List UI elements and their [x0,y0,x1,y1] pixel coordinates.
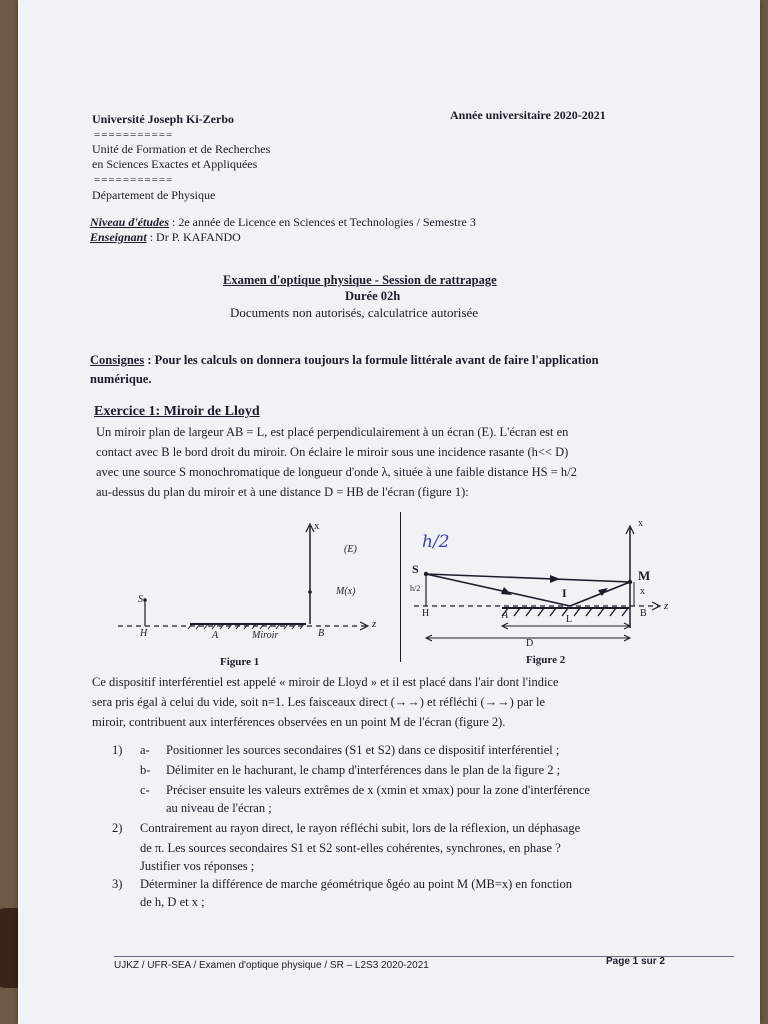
question-1c-cont [112,798,272,818]
fig1-label-a: A [212,630,219,641]
figure-1-drawing [110,518,382,678]
exam-page [18,0,760,1024]
instructions-line2: numérique. [90,372,152,386]
question-text: Déterminer la différence de marche géométrique δgéo au point M (MB=x) en fonction [140,877,572,891]
reflected-ray [570,582,630,606]
fig1-label-screen: (E) [344,544,357,555]
exam-title: Examen d'optique physique - Session de rattrapage [223,273,497,287]
exam-rules: Documents non autorisés, calculatrice autorisée [230,305,478,320]
after-line-3: miroir, contribuent aux interférences observées en un point M de l'écran (figure 2). [92,715,506,729]
question-text: Préciser ensuite les valeurs extrêmes de x (xmin et xmax) pour la zone d'interférence [166,783,590,797]
intro-line-3: avec une source S monochromatique de longueur d'onde λ, située à une faible distance HS = h/2 [96,465,577,479]
source-point [143,598,147,602]
separator-1: =========== [94,129,174,141]
direct-ray-arrow [550,575,560,583]
exam-duration: Durée 02h [345,289,401,303]
fig2-label-a: A [502,610,509,621]
instructions-line1 [90,353,599,368]
department: Département de Physique [92,188,216,202]
question-number: 2) [112,821,123,835]
fig2-label-d: D [526,638,534,649]
fig2-label-hs: h/2 [410,584,421,593]
question-text: de h, D et x ; [140,895,205,909]
fig1-label-b: B [318,628,325,639]
question-number: 1) [112,743,123,757]
fig2-label-i: I [562,586,567,600]
instructions-text: : Pour les calculs on donnera toujours la formule littérale avant de faire l'application [144,353,599,367]
question-text: Positionner les sources secondaires (S1 et S2) dans ce dispositif interférentiel ; [166,743,560,757]
question-number: 3) [112,877,123,891]
after-line-1: Ce dispositif interférentiel est appelé « miroir de Lloyd » et il est placé dans l'air dont l'indice [92,675,559,689]
teacher-line [90,230,241,245]
level-value: : 2e année de Licence en Sciences et Technologies / Semestre 3 [169,215,476,229]
question-1b [112,760,560,780]
question-sub: c- [140,783,150,797]
level-line [90,215,476,230]
fig2-label-m: M [638,568,651,583]
question-2-cont2 [112,856,254,876]
question-1a [112,740,559,760]
figure-1 [110,518,382,678]
instructions-label: Consignes [90,353,145,367]
footer-left: UJKZ / UFR-SEA / Examen d'optique physique / SR – L2S3 2020-2021 [114,960,429,971]
fig2-label-h: H [422,608,430,619]
source-point [424,572,428,576]
question-sub: b- [140,763,151,777]
ufr-line1: Unité de Formation et de Recherches [92,142,271,156]
figure-divider [400,512,401,662]
university-name: Université Joseph Ki-Zerbo [92,112,234,126]
mirror-hatching [502,608,628,616]
fig1-label-x: x [314,520,320,532]
fig1-label-source: S [138,594,143,605]
question-text: Délimiter en le hachurant, le champ d'interférences dans le plan de la figure 2 ; [166,763,561,777]
fig2-label-b: B [640,608,647,619]
figure-2 [408,518,754,678]
figure-2-caption: Figure 2 [526,654,566,666]
separator-2: =========== [94,174,174,186]
level-label: Niveau d'études [90,215,169,229]
ufr-line2: en Sciences Exactes et Appliquées [92,157,258,171]
fig2-handwritten-note: h/2 [422,532,450,552]
point-m [628,580,632,584]
question-sub: a- [140,743,150,757]
question-text: Contrairement au rayon direct, le rayon réfléchi subit, lors de la réflexion, un déphasage [140,821,581,835]
fig1-label-h: H [140,628,148,639]
z-axis-arrow [652,602,660,610]
incident-ray-arrow [501,587,512,595]
fig2-label-x: x [640,586,645,597]
teacher-value: : Dr P. KAFANDO [146,230,241,244]
question-2 [112,818,580,838]
question-text: Justifier vos réponses ; [140,859,255,873]
fig2-label-l: L [566,614,573,625]
after-line-2: sera pris égal à celui du vide, soit n=1. Les faisceaux direct (→→) et réfléchi (→→) par le [92,695,546,709]
fig1-label-mirror: Miroir [252,630,279,641]
question-1c [112,780,590,800]
exercise-title: Exercice 1: Miroir de Lloyd [94,404,260,419]
question-3-cont [112,892,205,912]
question-text: au niveau de l'écran ; [166,801,272,815]
teacher-label: Enseignant [90,230,147,244]
fig1-label-z: z [372,618,377,630]
figure-1-caption: Figure 1 [220,656,260,668]
intro-line-1: Un miroir plan de largeur AB = L, est placé perpendiculairement à un écran (E). L'écran est en [96,425,569,439]
fig2-label-z: z [664,600,669,612]
footer-page-number: Page 1 sur 2 [606,956,665,967]
point-m [308,590,312,594]
question-text: de π. Les sources secondaires S1 et S2 sont-elles cohérentes, synchrones, en phase ? [140,841,561,855]
figure-2-drawing [408,518,754,678]
intro-line-4: au-dessus du plan du miroir et à une distance D = HB de l'écran (figure 1): [96,485,469,499]
question-2-cont1 [112,838,561,858]
academic-year: Année universitaire 2020-2021 [450,108,606,122]
fig2-label-xaxis: x [638,518,643,529]
fig1-label-point: M(x) [336,586,356,597]
intro-line-2: contact avec B le bord droit du miroir. On éclaire le miroir sous une incidence rasante (h<< D) [96,445,569,459]
question-3 [112,874,572,894]
fig2-label-s: S [412,562,419,576]
